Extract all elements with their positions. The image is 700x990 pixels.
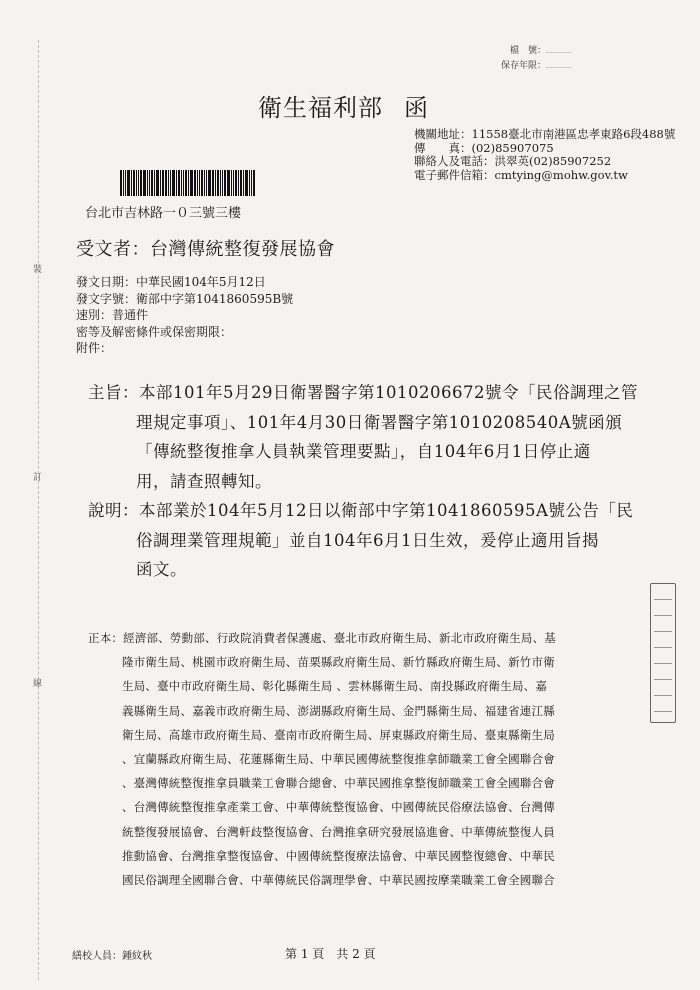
recipient: 受文者：台灣傳統整復發展協會 [76,239,335,260]
barcode [120,170,288,196]
explanation-line: 說明：本部業於104年5月12日以衛部中字第1041860595A號公告「民 [88,501,634,520]
cc-line: 統整復發展協會、台灣軒歧整復協會、台灣推拿研究發展協進會、中華傳統整復人員 [122,824,555,839]
subject-line: 用，請查照轉知。 [136,471,272,491]
document-number: 發文字號：衛部中字第1041860595B號 [76,291,294,306]
document-type: 函 [404,94,428,122]
cc-line: 義縣衛生局、嘉義市政府衛生局、澎湖縣政府衛生局、金門縣衛生局、福建省連江縣 [122,703,555,718]
cc-line: 推動協會、台灣推拿整復協會、中國傳統整復療法協會、中華民國整復總會、中華民 [122,848,555,863]
subject-line: 理規定事項」、101年4月30日衛署醫字第1010208540A號函頒 [136,412,623,432]
contact-person: 聯絡人及電話：洪翠英(02)85907252 [414,154,612,168]
contact-address: 機關地址：11558臺北市南港區忠孝東路6段488號 [414,127,676,141]
binding-mark: 線 [33,679,43,689]
binding-mark: 裝 [33,265,43,275]
binding-line [38,40,39,980]
distribution-list [88,626,556,892]
explanation-line: 函文。 [136,560,187,579]
classification: 密等及解密條件或保密期限： [76,324,233,339]
mailing-address: 台北市吉林路一０三號三樓 [85,206,242,221]
proofreader: 繕校人員：鍾紋秋 [72,951,152,962]
contact-block [414,128,675,182]
cc-line: 、臺灣傳統整復推拿員職業工會聯合總會、中華民國推拿整復師職業工會全國聯合會 [122,776,555,791]
document-meta [76,274,293,357]
seal-stamp [650,583,676,723]
cc-line: 衛生局、高雄市政府衛生局、臺南市政府衛生局、屏東縣政府衛生局、臺東縣衛生局 [122,727,555,742]
subject-line: 主旨：本部101年5月29日衛署醫字第1010206672號令「民俗調理之管 [88,383,638,402]
contact-fax: 傳 真：(02)85907075 [414,140,554,155]
subject-and-explanation [88,378,638,585]
explanation-line: 俗調理業管理規範」並自104年6月1日生效，爰停止適用旨揭 [136,530,599,550]
cc-line: 生局、臺中市政府衛生局、彰化縣衛生局 、雲林縣衛生局、南投縣政府衛生局、嘉 [122,679,548,694]
page-number: 第 1 頁 共 2 頁 [285,947,376,961]
cc-line: 正本：經濟部、勞動部、行政院消費者保護處、臺北市政府衛生局、新北市政府衛生局、基 [88,631,556,645]
cc-line: 、宜蘭縣政府衛生局、花蓮縣衛生局、中華民國傳統整復推拿師職業工會全國聯合會 [122,752,555,767]
contact-email: 電子郵件信箱：cmtying@mohw.gov.tw [414,167,628,182]
issue-date: 發文日期：中華民國104年5月12日 [76,275,266,289]
issuing-agency: 衛生福利部 [258,94,383,122]
binding-mark: 訂 [33,473,43,483]
retention-period: 保存年限： [501,58,572,71]
cc-line: 、台灣傳統整復推拿產業工會、中華傳統整復協會、中國傳統民俗療法協會、台灣傳 [122,800,555,815]
file-number: 檔 號： [510,43,572,56]
subject-line: 「傳統整復推拿人員執業管理要點」，自104年6月1日停止適 [136,442,591,461]
cc-line: 隆市衛生局、桃園市政府衛生局、苗栗縣政府衛生局、新竹縣政府衛生局、新竹市衛 [122,655,555,670]
cc-line: 國民俗調理全國聯合會、中華傳統民俗調理學會、中華民國按摩業職業工會全國聯合 [122,873,555,888]
attachments: 附件： [76,341,113,355]
delivery-speed: 速別：普通件 [76,308,149,322]
